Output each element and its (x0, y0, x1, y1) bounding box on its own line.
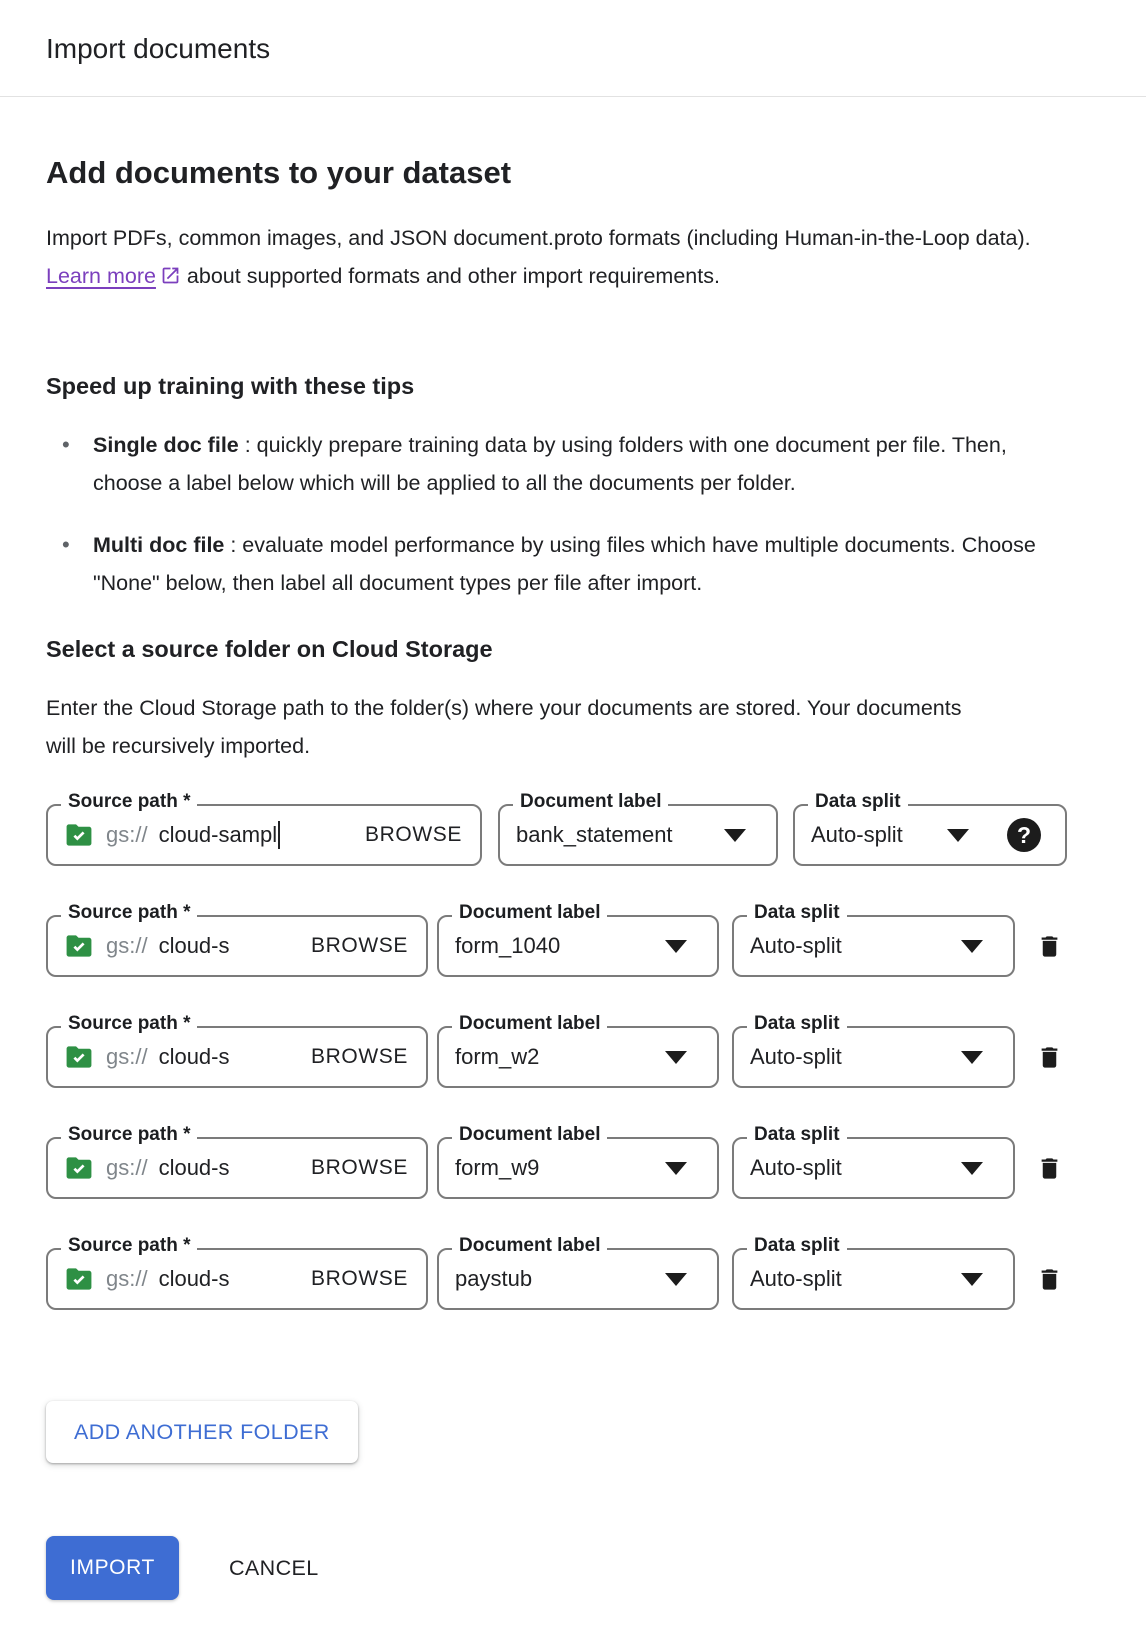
page-title: Add documents to your dataset (46, 155, 512, 190)
import-folder-row-4 (46, 1124, 1100, 1199)
source-path-label: Source path * (61, 903, 197, 923)
intro-text-after: about supported formats and other import requirements. (180, 264, 720, 288)
document-label-label: Document label (452, 903, 607, 923)
source-path-label: Source path * (61, 1236, 197, 1256)
cancel-button[interactable]: CANCEL (229, 1555, 319, 1580)
data-split-select[interactable] (732, 1124, 1015, 1199)
browse-button[interactable]: BROWSE (309, 930, 410, 962)
data-split-select[interactable] (732, 1013, 1015, 1088)
source-path-field[interactable] (46, 1013, 428, 1088)
data-split-label: Data split (747, 1014, 847, 1034)
dialog-title: Import documents (46, 33, 271, 64)
data-split-label: Data split (747, 1125, 847, 1145)
document-label-value: paystub (455, 1266, 533, 1291)
browse-button[interactable]: BROWSE (363, 819, 464, 851)
source-section-heading: Select a source folder on Cloud Storage (46, 636, 493, 662)
folder-check-icon (64, 1266, 94, 1292)
source-path-input[interactable]: cloud-s (158, 933, 230, 958)
document-label-select[interactable] (498, 791, 778, 866)
dialog-body (0, 154, 1146, 1632)
delete-row-button[interactable] (1034, 930, 1065, 963)
data-split-value: Auto-split (750, 933, 842, 958)
help-icon[interactable]: ? (1007, 818, 1041, 852)
source-path-field[interactable] (46, 1124, 428, 1199)
source-path-input[interactable]: cloud-s (158, 1155, 230, 1180)
folder-check-icon (64, 1155, 94, 1181)
folder-check-icon (64, 822, 94, 848)
tips-list (46, 426, 1046, 602)
learn-more-link[interactable]: Learn more (46, 264, 181, 288)
dropdown-arrow-icon (947, 829, 969, 842)
dialog-actions (46, 1536, 1100, 1600)
intro-paragraph (46, 219, 1038, 298)
source-path-field[interactable] (46, 902, 428, 977)
browse-button[interactable]: BROWSE (309, 1263, 410, 1295)
source-path-input[interactable]: cloud-s (158, 1044, 230, 1069)
source-path-field[interactable] (46, 1235, 428, 1310)
dropdown-arrow-icon (665, 1051, 687, 1064)
document-label-select[interactable] (437, 1013, 719, 1088)
dialog-header (0, 0, 1146, 97)
data-split-select[interactable] (732, 1235, 1015, 1310)
text-cursor (278, 821, 280, 849)
dropdown-arrow-icon (724, 829, 746, 842)
document-label-value: form_1040 (455, 933, 561, 958)
document-label-value: form_w9 (455, 1155, 540, 1180)
dropdown-arrow-icon (665, 1273, 687, 1286)
source-path-input[interactable]: cloud-sampl (158, 822, 278, 847)
tip-single-doc-file: • Single doc file : quickly prepare training data by using folders with one document per file. Then, choose a label below which will be applied to all the documents per folder. (46, 426, 1046, 502)
delete-row-button[interactable] (1034, 1041, 1065, 1074)
source-section-description: Enter the Cloud Storage path to the folder(s) where your documents are stored. Your documents will be recursively imported. (46, 696, 962, 758)
import-folder-row-1 (46, 791, 1100, 866)
data-split-label: Data split (747, 1236, 847, 1256)
data-split-label: Data split (808, 792, 908, 812)
add-another-folder-button[interactable]: ADD ANOTHER FOLDER (46, 1401, 358, 1463)
dropdown-arrow-icon (961, 1051, 983, 1064)
import-button[interactable]: IMPORT (46, 1536, 179, 1600)
source-path-input[interactable]: cloud-s (158, 1266, 230, 1291)
dropdown-arrow-icon (665, 1162, 687, 1175)
gs-prefix: gs:// (106, 1155, 148, 1180)
document-label-select[interactable] (437, 1235, 719, 1310)
source-path-label: Source path * (61, 1125, 197, 1145)
import-folder-row-2 (46, 902, 1100, 977)
dropdown-arrow-icon (961, 1273, 983, 1286)
open-in-new-icon (160, 260, 181, 298)
folder-check-icon (64, 1044, 94, 1070)
gs-prefix: gs:// (106, 933, 148, 958)
gs-prefix: gs:// (106, 822, 148, 847)
source-path-label: Source path * (61, 1014, 197, 1034)
gs-prefix: gs:// (106, 1044, 148, 1069)
document-label-label: Document label (452, 1236, 607, 1256)
source-path-field[interactable] (46, 791, 482, 866)
tip-multi-doc-file: • Multi doc file : evaluate model performance by using files which have multiple documents. Choose "None" below, then label all document types per file after import. (46, 526, 1046, 602)
delete-row-button[interactable] (1034, 1152, 1065, 1185)
document-label-label: Document label (452, 1014, 607, 1034)
data-split-value: Auto-split (750, 1155, 842, 1180)
browse-button[interactable]: BROWSE (309, 1041, 410, 1073)
dropdown-arrow-icon (961, 940, 983, 953)
dropdown-arrow-icon (665, 940, 687, 953)
import-folder-row-3 (46, 1013, 1100, 1088)
data-split-value: Auto-split (750, 1044, 842, 1069)
source-path-label: Source path * (61, 792, 197, 812)
document-label-label: Document label (513, 792, 668, 812)
document-label-label: Document label (452, 1125, 607, 1145)
folder-check-icon (64, 933, 94, 959)
data-split-value: Auto-split (750, 1266, 842, 1291)
document-label-select[interactable] (437, 1124, 719, 1199)
dropdown-arrow-icon (961, 1162, 983, 1175)
document-label-value: bank_statement (516, 822, 673, 847)
data-split-label: Data split (747, 903, 847, 923)
import-folder-rows (46, 791, 1100, 1310)
gs-prefix: gs:// (106, 1266, 148, 1291)
browse-button[interactable]: BROWSE (309, 1152, 410, 1184)
delete-row-button[interactable] (1034, 1263, 1065, 1296)
intro-text-before: Import PDFs, common images, and JSON document.proto formats (including Human-in-the-Loop data). (46, 226, 1031, 250)
document-label-value: form_w2 (455, 1044, 540, 1069)
tips-heading: Speed up training with these tips (46, 373, 415, 399)
import-folder-row-5 (46, 1235, 1100, 1310)
data-split-select[interactable] (732, 902, 1015, 977)
document-label-select[interactable] (437, 902, 719, 977)
data-split-value: Auto-split (811, 822, 903, 847)
data-split-select[interactable] (793, 791, 1067, 866)
